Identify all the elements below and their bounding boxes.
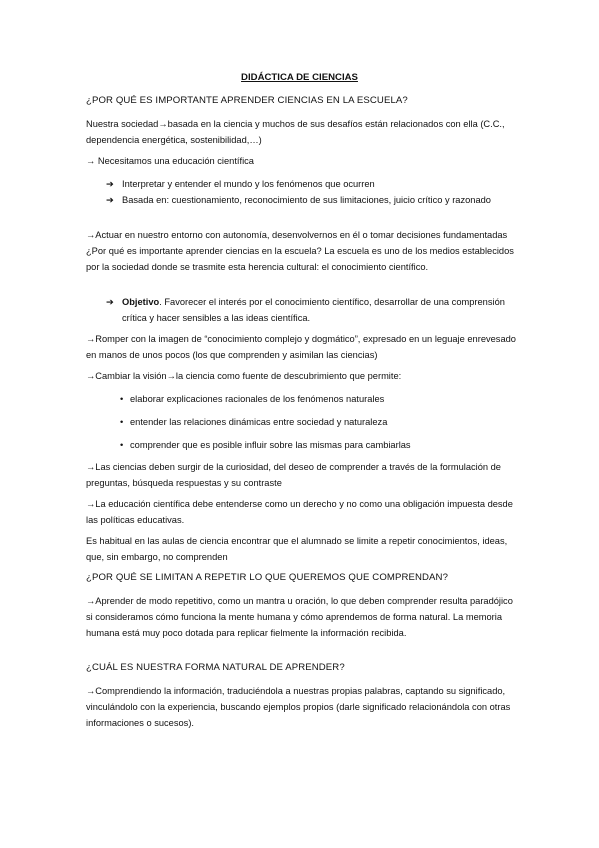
heading-why-repeat: ¿POR QUÉ SE LIMITAN A REPETIR LO QUE QUEREMOS QUE COMPRENDAN?: [86, 572, 449, 583]
paragraph-repetitive-learning: →Aprender de modo repetitivo, como un mantra u oración, lo que deben comprender resulta paradójico si consideramos cómo funciona la mente humana y cómo aprendemos de forma natural. La memoria humana está muy poco dotada para replicar fielmente la información recibida.: [86, 596, 513, 638]
paragraph-society: Nuestra sociedad→basada en la ciencia y muchos de sus desafíos están relacionados con ella (C.C., dependencia energética, sostenibilidad,…): [86, 119, 505, 145]
bullet-icon: •: [120, 417, 124, 427]
objective-item: [106, 294, 514, 326]
paragraph-education-right: →La educación científica debe entenderse como un derecho y no como una obligación impuesta desde las políticas educativas.: [86, 499, 513, 525]
right-arrow-icon: ➔: [106, 195, 114, 205]
bullet-list-item: [120, 414, 510, 430]
bullet-list-item-text: elaborar explicaciones racionales de los fenómenos naturales: [130, 394, 385, 404]
paragraph-act-environment: →Actuar en nuestro entorno con autonomía, desenvolvernos en él o tomar decisiones fundamentadas ¿Por qué es importante aprender ciencias en la escuela? La escuela es uno de los medios establecidos por la sociedad donde se trasmite esta herencia cultural: el conocimiento científico.: [86, 230, 514, 272]
right-arrow-icon: ➔: [106, 179, 114, 189]
paragraph-understanding: →Comprendiendo la información, traduciéndola a nuestras propias palabras, captando su significado, vinculándolo con la experiencia, buscando ejemplos propios (darle significado relacionándola con otras informaciones o sucesos).: [86, 686, 511, 728]
bullet-icon: •: [120, 394, 124, 404]
paragraph-curiosity: →Las ciencias deben surgir de la curiosidad, del deseo de comprender a través de la formulación de preguntas, búsqueda respuestas y su contraste: [86, 462, 501, 488]
arrow-list-item: [106, 192, 514, 208]
document-title: DIDÁCTICA DE CIENCIAS: [241, 72, 358, 83]
arrow-list-item-text: Basada en: cuestionamiento, reconocimiento de sus limitaciones, juicio crítico y razonado: [122, 195, 491, 205]
arrow-list-item-text: Interpretar y entender el mundo y los fenómenos que ocurren: [122, 179, 375, 189]
paragraph-change-vision: →Cambiar la visión→la ciencia como fuente de descubrimiento que permite:: [86, 371, 402, 381]
bullet-list-item-text: comprender que es posible influir sobre las mismas para cambiarlas: [130, 440, 411, 450]
heading-natural-learning: ¿CUÁL ES NUESTRA FORMA NATURAL DE APRENDER?: [86, 662, 345, 673]
right-arrow-icon: ➔: [106, 297, 114, 307]
paragraph-classroom-repeat: Es habitual en las aulas de ciencia encontrar que el alumnado se limite a repetir conocimientos, ideas, que, sin embargo, no comprenden: [86, 536, 508, 562]
objective-label: Objetivo: [122, 297, 160, 307]
objective-text: . Favorecer el interés por el conocimiento científico, desarrollar de una comprensión crítica y hacer sensibles a las ideas científica.: [122, 297, 505, 323]
paragraph-break-image: →Romper con la imagen de “conocimiento complejo y dogmático”, expresado en un leguaje enrevesado en manos de unos pocos (los que comprenden y asimilan las ciencias): [86, 334, 516, 360]
arrow-list-item: [106, 176, 514, 192]
paragraph-need-education: → Necesitamos una educación científica: [86, 156, 254, 166]
bullet-list-item: [120, 391, 510, 407]
bullet-icon: •: [120, 440, 124, 450]
bullet-list-item-text: entender las relaciones dinámicas entre sociedad y naturaleza: [130, 417, 388, 427]
heading-why-important: ¿POR QUÉ ES IMPORTANTE APRENDER CIENCIAS EN LA ESCUELA?: [86, 95, 408, 106]
bullet-list-item: [120, 437, 510, 453]
